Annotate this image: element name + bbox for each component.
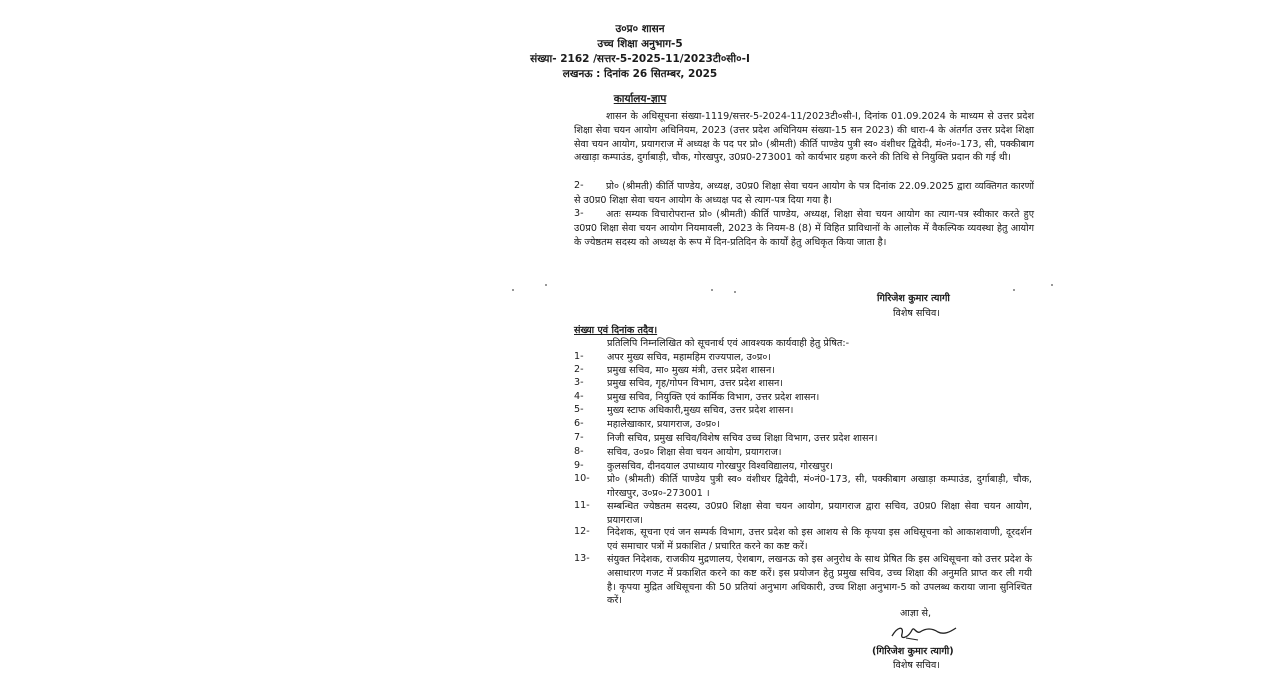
copy-item: महालेखाकार, प्रयागराज, उ०प्र०। bbox=[607, 419, 720, 430]
paragraph-3-number: 3- bbox=[574, 208, 584, 219]
signatory-designation-2: विशेष सचिव। bbox=[893, 660, 940, 671]
scan-speck bbox=[1051, 284, 1053, 286]
signatory-name-2: (गिरिजेश कुमार त्यागी) bbox=[872, 646, 954, 657]
section-name: उच्च शिक्षा अनुभाग-5 bbox=[597, 38, 683, 50]
copy-item-number: 12- bbox=[574, 526, 590, 537]
copy-item: मुख्य स्टाफ अधिकारी,मुख्य सचिव, उत्तर प्रदेश शासन। bbox=[607, 405, 794, 416]
copy-item: प्रो० (श्रीमती) कीर्ति पाण्डेय पुत्री स्व० वंशीधर द्विवेदी, मं०नं0-173, सी, पक्कीबाग अखाड़ा कम्पाउंड, दुर्गाबाड़ी, चौक, गोरखपुर, उ०प्र०-273001 । bbox=[607, 474, 1032, 499]
paragraph-2-number: 2- bbox=[574, 180, 584, 191]
copy-item-number: 7- bbox=[574, 432, 584, 443]
document-title: कार्यालय-ज्ञाप bbox=[613, 93, 667, 105]
copy-item-number: 6- bbox=[574, 418, 584, 429]
signatory-designation: विशेष सचिव। bbox=[893, 308, 940, 319]
copy-item-number: 3- bbox=[574, 377, 584, 388]
scan-speck bbox=[711, 289, 713, 291]
copy-item: कुलसचिव, दीनदयाल उपाध्याय गोरखपुर विश्वविद्यालय, गोरखपुर। bbox=[607, 461, 833, 472]
closing-text: आज्ञा से, bbox=[900, 608, 932, 619]
scan-speck bbox=[1013, 289, 1015, 291]
reference-number: संख्या- 2162 /सत्तर-5-2025-11/2023टी०सी०-I bbox=[530, 53, 750, 65]
government-name: उ०प्र० शासन bbox=[615, 23, 665, 35]
place-and-date: लखनऊ : दिनांक 26 सितम्बर, 2025 bbox=[562, 68, 718, 80]
copy-item: प्रमुख सचिव, मा० मुख्य मंत्री, उत्तर प्रदेश शासन। bbox=[607, 365, 775, 376]
paragraph-3: अतः सम्यक विचारोपरान्त प्रो० (श्रीमती) कीर्ति पाण्डेय, अध्यक्ष, शिक्षा सेवा चयन आयोग का त्याग-पत्र स्वीकार करते हुए उ0प्र0 शिक्षा सेवा चयन आयोग नियमावली, 2023 के नियम-8 (8) में विहित प्राविधानों के आलोक में वैकल्पिक व्यवस्था हेतु आयोग के ज्येष्ठतम सदस्य को अध्यक्ष के रूप में दिन-प्रतिदिन के कार्यों हेतु अधिकृत किया जाता है। bbox=[574, 209, 1034, 248]
copy-item: सचिव, उ०प्र० शिक्षा सेवा चयन आयोग, प्रयागराज। bbox=[607, 447, 782, 458]
copy-item: प्रमुख सचिव, नियुक्ति एवं कार्मिक विभाग, उत्तर प्रदेश शासन। bbox=[607, 392, 820, 403]
copy-item-number: 4- bbox=[574, 391, 584, 402]
copy-item-number: 10- bbox=[574, 473, 590, 484]
copy-item-number: 11- bbox=[574, 500, 590, 511]
copy-item-number: 13- bbox=[574, 553, 590, 564]
copy-item: निजी सचिव, प्रमुख सचिव/विशेष सचिव उच्च शिक्षा विभाग, उत्तर प्रदेश शासन। bbox=[607, 433, 878, 444]
signatory-name: गिरिजेश कुमार त्यागी bbox=[877, 293, 950, 304]
scan-speck bbox=[545, 284, 547, 286]
copy-item: सम्बन्धित ज्येष्ठतम सदस्य, उ0प्र0 शिक्षा सेवा चयन आयोग, प्रयागराज द्वारा सचिव, उ0प्र0 शिक्षा सेवा चयन आयोग, प्रयागराज। bbox=[607, 501, 1032, 526]
paragraph-1: शासन के अधिसूचना संख्या-1119/सत्तर-5-2024-11/2023टी०सी-I, दिनांक 01.09.2024 के माध्यम से उत्तर प्रदेश शिक्षा सेवा चयन आयोग अधिनियम, 2023 (उत्तर प्रदेश अधिनियम संख्या-15 सन 2023) की धारा-4 के अंतर्गत उत्तर प्रदेश शिक्षा सेवा चयन आयोग, प्रयागराज में अध्यक्ष के पद पर प्रो० (श्रीमती) कीर्ति पाण्डेय पुत्री स्व० वंशीधर द्विवेदी, मं०नं०-173, सी, पक्कीबाग अखाड़ा कम्पाउंड, दुर्गाबाड़ी, चौक, गोरखपुर, उ0प्र0-273001 को कार्यभार ग्रहण करने की तिथि से नियुक्ति प्रदान की गई थी। bbox=[574, 111, 1034, 164]
copy-item-number: 8- bbox=[574, 446, 584, 457]
copy-item-number: 1- bbox=[574, 351, 584, 362]
scan-speck bbox=[734, 291, 736, 293]
copy-item-number: 9- bbox=[574, 460, 584, 471]
copy-item: संयुक्त निदेशक, राजकीय मुद्रणालय, ऐशबाग, लखनऊ को इस अनुरोध के साथ प्रेषित कि इस अधिसूचना को उत्तर प्रदेश के असाधारण गजट में प्रकाशित करने का कष्ट करें। इस प्रयोजन हेतु प्रमुख सचिव, उच्च शिक्षा की अनुमति प्राप्त कर ली गयी है। कृपया मुद्रित अधिसूचना की 50 प्रतियां अनुभाग अधिकारी, उच्च शिक्षा अनुभाग-5 को उपलब्ध कराया जाना सुनिश्चित करें। bbox=[607, 554, 1032, 607]
copy-item: प्रमुख सचिव, गृह/गोपन विभाग, उत्तर प्रदेश शासन। bbox=[607, 378, 784, 389]
signature-scribble bbox=[888, 620, 960, 644]
copy-intro: प्रतिलिपि निम्नलिखित को सूचनार्थ एवं आवश्यक कार्यवाही हेतु प्रेषित:- bbox=[607, 338, 850, 349]
scan-speck bbox=[512, 289, 514, 291]
copy-item: अपर मुख्य सचिव, महामहिम राज्यपाल, उ०प्र०। bbox=[607, 352, 771, 363]
copy-item-number: 5- bbox=[574, 404, 584, 415]
copy-item: निदेशक, सूचना एवं जन सम्पर्क विभाग, उत्तर प्रदेश को इस आशय से कि कृपया इस अधिसूचना को आकाशवाणी, दूरदर्शन एवं समाचार पत्रों में प्रकाशित / प्रचारित करने का कष्ट करें। bbox=[607, 527, 1032, 552]
copy-heading: संख्या एवं दिनांक तदैव। bbox=[574, 325, 658, 336]
copy-item-number: 2- bbox=[574, 364, 584, 375]
paragraph-2: प्रो० (श्रीमती) कीर्ति पाण्डेय, अध्यक्ष, उ0प्र0 शिक्षा सेवा चयन आयोग के पत्र दिनांक 22.09.2025 द्वारा व्यक्तिगत कारणों से उ0प्र0 शिक्षा सेवा चयन आयोग के अध्यक्ष पद से त्याग-पत्र दिया गया है। bbox=[574, 181, 1034, 206]
